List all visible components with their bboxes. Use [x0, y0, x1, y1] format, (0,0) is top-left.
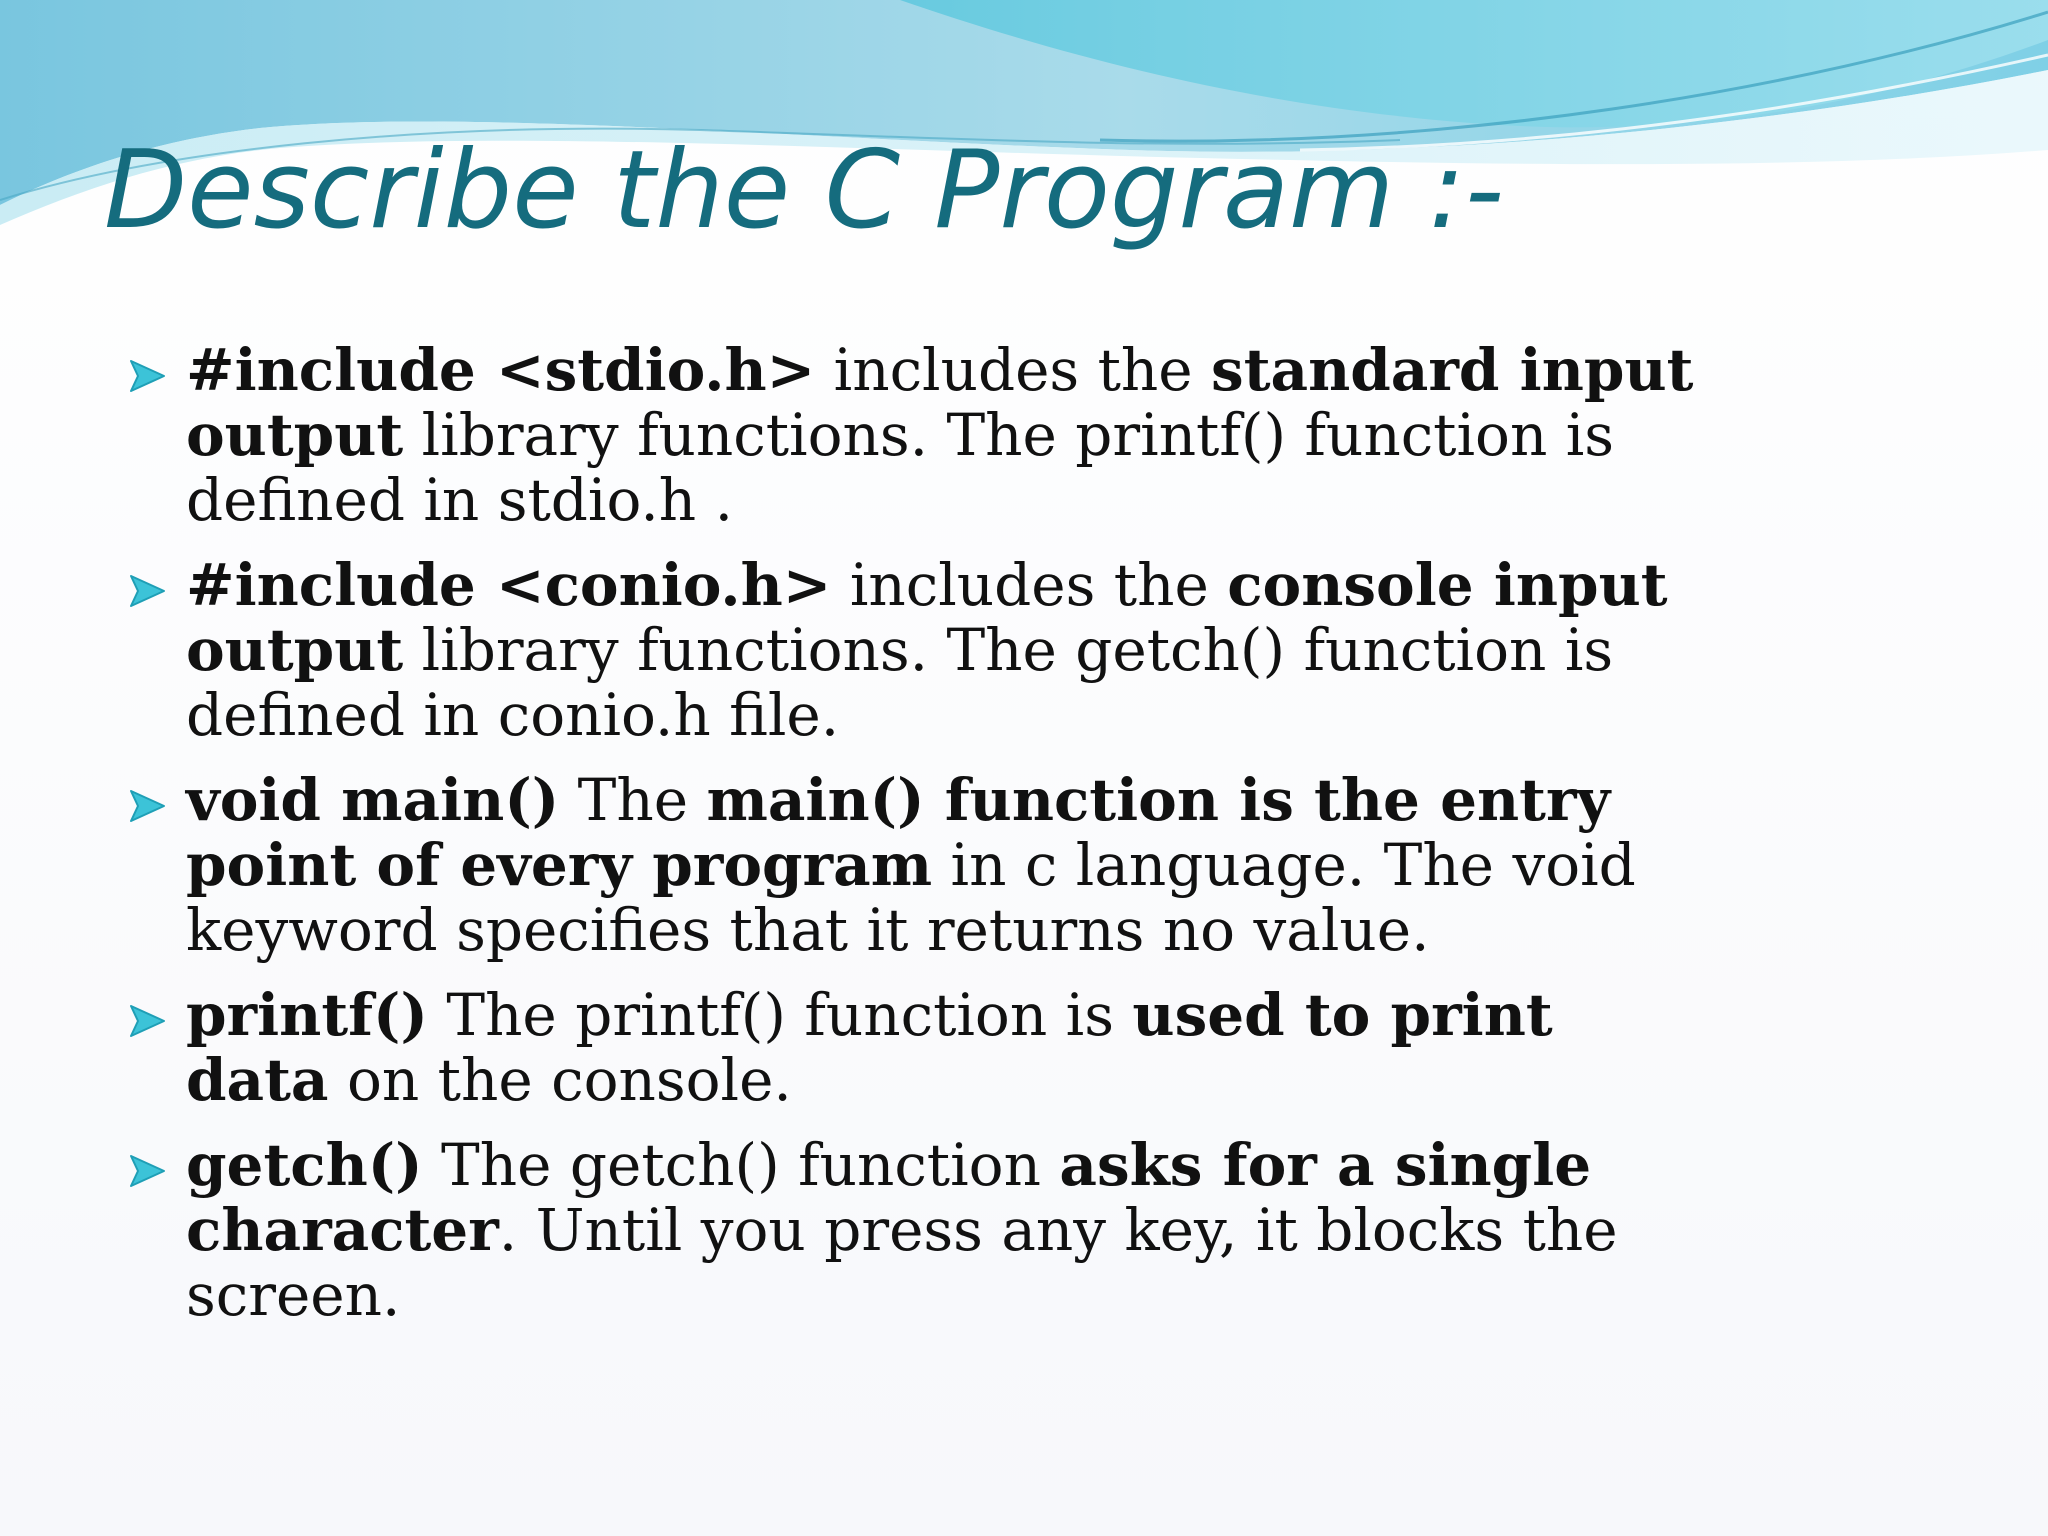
bullet-text: #include <conio.h> includes the console input output library functions. The getch() function is defined in conio.h file.: [186, 551, 1668, 749]
bullet-item: [128, 338, 1708, 533]
bullet-text: printf() The printf() function is used to print data on the console.: [186, 981, 1553, 1114]
arrow-bullet-icon: [128, 1153, 170, 1189]
bullet-item: [128, 983, 1708, 1113]
arrow-bullet-icon: [128, 573, 170, 609]
bullet-text: #include <stdio.h> includes the standard input output library functions. The printf() function is defined in stdio.h .: [186, 336, 1694, 534]
bullet-list: [128, 338, 1708, 1348]
bullet-text: void main() The main() function is the entry point of every program in c language. The void keyword specifies that it returns no value.: [186, 766, 1636, 964]
bullet-item: [128, 553, 1708, 748]
slide-title: Describe the C Program :-: [104, 128, 1504, 253]
bullet-item: [128, 768, 1708, 963]
arrow-bullet-icon: [128, 358, 170, 394]
arrow-bullet-icon: [128, 788, 170, 824]
arrow-bullet-icon: [128, 1003, 170, 1039]
bullet-item: [128, 1133, 1708, 1328]
bullet-text: getch() The getch() function asks for a single character. Until you press any key, it blocks the screen.: [186, 1131, 1618, 1329]
